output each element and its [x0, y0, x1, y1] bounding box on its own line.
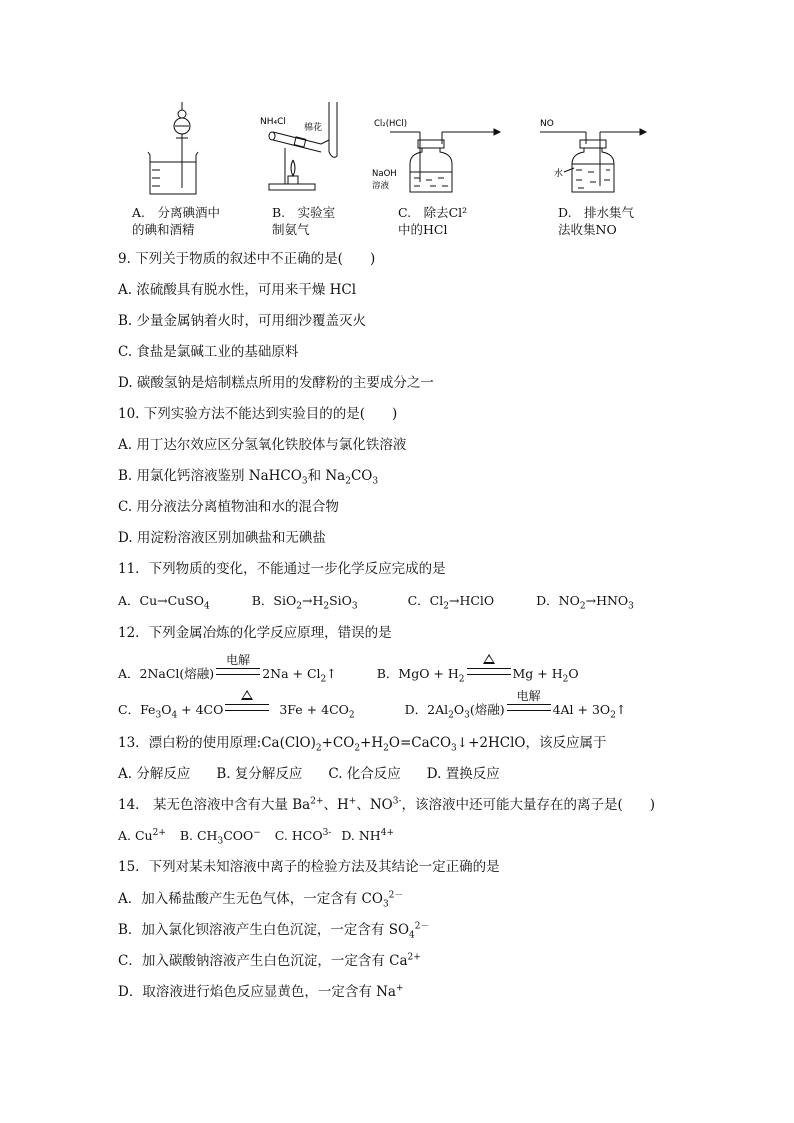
no-label: NO	[540, 119, 554, 129]
q14-sup2: +	[348, 796, 357, 807]
q12-stem: 12．下列金属冶炼的化学反应原理，错误的是	[118, 625, 392, 641]
figure-d-caption-line2: 法收集NO	[558, 222, 617, 237]
q11-b-sub1: 2	[296, 601, 302, 612]
q15-a-sup: 2－	[388, 890, 404, 901]
q13-option-a: A. 分解反应	[118, 766, 191, 782]
q13-stem-d: O=CaCO	[388, 735, 452, 751]
q11-c-text: C．Cl	[407, 593, 444, 608]
q12-c-heat-arrow	[225, 701, 269, 719]
nh4cl-label: NH₄Cl	[260, 117, 286, 127]
q15-a-sub: 3	[382, 899, 389, 910]
q12-option-c	[118, 702, 355, 721]
q10-option-d: D. 用淀粉溶液区别加碘盐和无碘盐	[118, 530, 326, 546]
q15-b-sub: 4	[409, 930, 415, 941]
q14-d-sup: 4+	[380, 827, 394, 838]
q14-b-end: COO	[223, 828, 254, 843]
cl2-hcl-label: Cl₂(HCl)	[374, 119, 408, 129]
q14-stem-d: ，该溶液中还可能大量存在的离子是( )	[401, 797, 656, 813]
q13-sub2: 2	[354, 743, 361, 754]
q14-a-text: A. Cu	[118, 828, 153, 843]
q11-d-sub2: 3	[628, 601, 634, 612]
q11-c-end: →HClO	[448, 593, 495, 608]
q15-stem: 15．下列对某未知溶液中离子的检验方法及其结论一定正确的是	[118, 859, 500, 875]
q9-stem: 9. 下列关于物质的叙述中不正确的是( )	[118, 251, 376, 267]
figure-c-caption-line2: 中的HCl	[398, 222, 448, 237]
q14-d-text: D. NH	[341, 828, 381, 843]
q13-option-b: B. 复分解反应	[216, 766, 303, 782]
q15-a-text: A．加入稀盐酸产生无色气体，一定含有 CO	[118, 891, 383, 907]
figure-a-caption-line2: 的碘和酒精	[132, 222, 195, 237]
q12-a-cond: 电解	[226, 653, 251, 667]
q14-option-c	[275, 828, 332, 843]
q12-row2	[118, 689, 627, 721]
q12-c-left: C．Fe	[118, 702, 156, 717]
q12-c-sub1: 3	[155, 710, 162, 721]
q13-sub1: 2	[315, 743, 322, 754]
q11-c-sub: 2	[443, 601, 449, 612]
q14-b-text: B. CH	[179, 828, 218, 843]
q15-b-sup: 2－	[414, 921, 430, 932]
q14-stem-c: 、NO	[356, 797, 393, 813]
q14-c-sup: 3-	[322, 827, 332, 838]
q12-a-right: 2Na + Cl	[262, 666, 321, 681]
q15-c-text: C．加入碳酸钠溶液产生白色沉淀，一定含有 Ca	[118, 953, 408, 969]
q12-c-plus: + 4CO	[177, 702, 224, 717]
q11-option-a	[118, 593, 210, 612]
figure-a-caption	[132, 204, 220, 238]
q12-d-melt: (熔融)	[469, 702, 505, 717]
q11-b-sub3: 3	[351, 601, 358, 612]
figure-a-apparatus	[140, 100, 210, 200]
q15-d-sup: +	[395, 983, 404, 994]
heat-triangle-icon	[483, 654, 495, 664]
q12-c-sub2: 4	[171, 710, 178, 721]
q10-option-a: A. 用丁达尔效应区分氢氧化铁胶体与氯化铁溶液	[118, 437, 407, 453]
q14-option-a	[118, 828, 166, 843]
figure-c-caption-line1: C. 除去Cl²	[398, 205, 468, 220]
q12-b-sub: 2	[458, 674, 465, 685]
q11-stem: 11．下列物质的变化，不能通过一步化学反应完成的是	[118, 561, 446, 577]
q13-option-c: C. 化合反应	[328, 766, 401, 782]
heat-triangle-icon	[241, 690, 253, 700]
q10-option-c: C. 用分液法分离植物油和水的混合物	[118, 499, 339, 515]
q11-option-b	[251, 593, 358, 612]
q10-b-prefix: B. 用氯化钙溶液鉴别 NaHCO	[118, 468, 302, 484]
q10-stem: 10. 下列实验方法不能达到实验目的的是( )	[118, 406, 398, 422]
q9-option-a: A. 浓硫酸具有脱水性，可用来干燥 HCl	[118, 282, 357, 298]
q9-option-b: B. 少量金属钠着火时，可用细沙覆盖灭火	[118, 313, 367, 329]
q12-option-b	[376, 666, 579, 685]
q10-b-mid: 和 Na	[307, 468, 346, 484]
q14-stem-a: 14． 某无色溶液中含有大量 Ba	[118, 797, 311, 813]
figure-a-caption-line1: A. 分离碘酒中	[132, 205, 221, 220]
q11-b-mid: →H	[301, 593, 324, 608]
q15-option-b	[118, 921, 430, 939]
q12-d-cond: 电解	[516, 689, 541, 703]
q13-sub3: 2	[383, 743, 389, 754]
q11-b-end: SiO	[329, 593, 352, 608]
q11-a-text: A．Cu→CuSO	[118, 593, 205, 608]
q12-d-electrolysis-arrow	[507, 689, 551, 719]
water-displacement-diagram	[536, 112, 651, 196]
q12-b-right: Mg + H	[512, 666, 563, 681]
q12-option-d	[404, 689, 627, 721]
q12-a-electrolysis-arrow	[216, 653, 260, 683]
q11-a-sub: 4	[204, 601, 210, 612]
q13-option-d: D. 置换反应	[426, 766, 500, 782]
cotton-label: 棉花	[304, 123, 323, 133]
q10-b-co: CO	[350, 468, 373, 484]
q12-b-end: O	[568, 666, 579, 681]
gas-washing-bottle-diagram	[370, 110, 505, 198]
q12-d-right: 4Al + 3O	[552, 702, 611, 717]
q15-option-a	[118, 890, 403, 908]
q11-d-end: →HNO	[585, 593, 629, 608]
q9-option-c: C. 食盐是氯碱工业的基础原料	[118, 344, 299, 360]
q10-b-sub2: 2	[345, 476, 351, 487]
q12-d-o: O	[453, 702, 465, 717]
figure-b-caption	[272, 204, 335, 238]
q12-a-left: A．2NaCl(熔融)	[118, 666, 215, 681]
q13-options	[118, 765, 500, 783]
q12-c-o: O	[161, 702, 172, 717]
ammonia-prep-diagram	[255, 96, 350, 194]
q12-d-left: D．2Al	[404, 702, 449, 717]
q11-option-c	[407, 593, 495, 612]
q14-sup1: 2+	[310, 796, 324, 807]
q12-row1	[118, 653, 579, 685]
q11-b-text: B．SiO	[251, 593, 297, 608]
q12-option-a	[118, 653, 337, 685]
q12-b-left: B．MgO + H	[376, 666, 459, 681]
q10-b-sub3: 3	[372, 476, 379, 487]
figure-c-caption	[398, 204, 467, 238]
figure-d-caption-line1: D. 排水集气	[558, 205, 635, 220]
figure-b-caption-line1: B. 实验室	[272, 205, 336, 220]
q12-d-sub1: 2	[448, 710, 454, 721]
q14-stem	[118, 796, 655, 814]
separatory-funnel-diagram	[140, 100, 210, 200]
figure-d-apparatus	[536, 112, 651, 196]
q13-stem-c: +H	[360, 735, 384, 751]
q13-sub4: 3	[451, 743, 457, 754]
q15-b-text: B．加入氯化钡溶液产生白色沉淀，一定含有 SO	[118, 922, 410, 938]
q15-option-d	[118, 983, 404, 1001]
water-label: 水	[554, 169, 564, 179]
q14-b-sup: −	[253, 827, 261, 838]
figure-b-caption-line2: 制氨气	[272, 222, 310, 237]
q13-stem-e: ↓+2HClO，该反应属于	[456, 735, 607, 751]
q12-a-sub: 2	[320, 674, 327, 685]
q14-stem-b: 、H	[323, 797, 349, 813]
q12-d-up: ↑	[615, 702, 627, 717]
q12-d-sub2: 3	[464, 710, 470, 721]
q10-b-sub1: 3	[301, 476, 308, 487]
q13-stem	[118, 734, 606, 752]
q15-d-text: D．取溶液进行焰色反应显黄色，一定含有 Na	[118, 984, 396, 1000]
q12-a-up: ↑	[326, 666, 337, 681]
q14-a-sup: 2+	[152, 827, 166, 838]
q14-b-sub: 3	[217, 836, 224, 847]
q14-option-b	[179, 827, 261, 847]
q14-c-text: C. HCO	[274, 828, 323, 843]
q13-stem-a: 13．漂白粉的使用原理:Ca(ClO)	[118, 735, 316, 751]
figure-c-apparatus	[370, 110, 505, 198]
q14-sup3: 3-	[392, 796, 402, 807]
q13-stem-b: +CO	[321, 735, 355, 751]
q14-option-d	[341, 828, 394, 843]
q9-option-d: D. 碳酸氢钠是焙制糕点所用的发酵粉的主要成分之一	[118, 375, 434, 391]
q14-options	[118, 827, 394, 845]
q12-b-sub2: 2	[562, 674, 569, 685]
figure-d-caption	[558, 204, 634, 238]
q11-d-sub: 2	[579, 601, 586, 612]
q12-c-sub3: 2	[348, 710, 355, 721]
naoh-label: NaOH	[372, 169, 397, 179]
q11-b-sub2: 2	[323, 601, 330, 612]
q11-d-text: D．NO	[536, 593, 580, 608]
q12-c-right: 3Fe + 4CO	[279, 702, 349, 717]
q11-options	[118, 592, 634, 610]
q15-c-sup: 2+	[407, 952, 421, 963]
q12-b-heat-arrow	[467, 665, 511, 683]
q12-d-sub3: 2	[610, 710, 616, 721]
figure-b-apparatus	[255, 96, 350, 194]
q10-option-b	[118, 467, 378, 485]
solution-label: 溶液	[372, 181, 390, 191]
q15-option-c	[118, 952, 421, 970]
q11-option-d	[536, 593, 634, 612]
